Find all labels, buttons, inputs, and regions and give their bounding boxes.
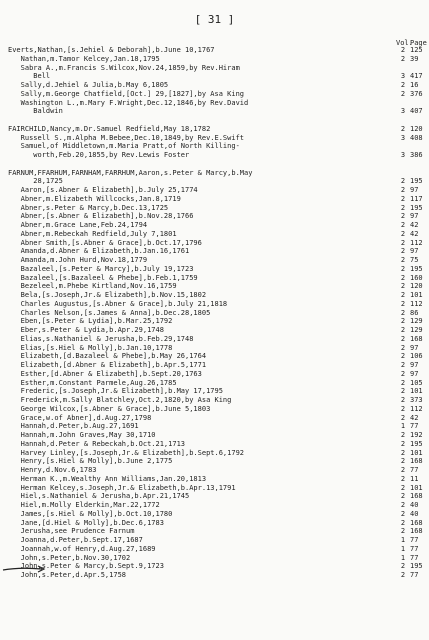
entry-page: 195 (410, 177, 423, 186)
entry-text: Bell (8, 72, 51, 81)
entry-page: 77 (410, 536, 419, 544)
entry-vol: 2 (400, 492, 406, 501)
entry-page: 168 (410, 492, 423, 501)
entry-vol: 2 (400, 229, 406, 238)
entry-vol: 2 (400, 89, 406, 98)
entry-vol: 2 (400, 343, 406, 352)
entry-vol: 2 (400, 221, 406, 229)
entry-text: Abner Smith,[s.Abner & Grace],b.Oct.17,1796 (8, 238, 202, 247)
entry-text: Hannah,m.John Graves,May 30,1710 (8, 431, 156, 439)
entry-page: 40 (410, 501, 419, 509)
entry-text: worth,Feb.20,1855,by Rev.Lewis Foster (8, 151, 190, 159)
entry-page: 386 (410, 151, 423, 159)
entry-row (0, 432, 429, 440)
entry-vol: 2 (400, 256, 406, 264)
entry-row (0, 406, 429, 414)
entry-page: 39 (410, 54, 419, 63)
entry-page: 112 (410, 404, 423, 413)
entry-vol: 3 (400, 107, 406, 116)
entry-text: Joanna,d.Peter,b.Sept.17,1687 (8, 536, 143, 544)
entry-text: Baldwin (8, 107, 63, 116)
entry-page: 42 (410, 221, 419, 229)
entry-vol: 2 (400, 46, 406, 54)
entry-text: Elizabeth,[d.Bazaleel & Phebe],b.May 26,1764 (8, 352, 207, 361)
entry-page: 106 (410, 352, 423, 361)
entry-vol: 2 (400, 378, 406, 387)
entry-row (0, 126, 429, 134)
entry-vol: 1 (400, 553, 406, 562)
entry-vol: 2 (400, 317, 406, 326)
entry-page: 168 (410, 518, 423, 527)
entry-row (0, 502, 429, 510)
entry-page: 125 (410, 46, 423, 54)
entry-row (0, 231, 429, 239)
entry-row (0, 222, 429, 230)
entry-text: Herman Kelcey,s.Joseph,Jr.& Elizabeth,b.Apr.13,1791 (8, 483, 236, 492)
entry-vol: 2 (400, 571, 406, 579)
entry-text: James,[s.Hiel & Molly],b.Oct.10,1780 (8, 509, 173, 518)
entry-vol: 2 (400, 81, 406, 89)
entry-row (0, 170, 429, 178)
entry-page: 77 (410, 553, 419, 562)
entry-page: 168 (410, 527, 423, 536)
entry-page: 160 (410, 273, 423, 282)
entry-text: Washington L.,m.Mary F.Wright,Dec.12,1846,by Rev.David (8, 98, 249, 107)
entry-text: 28,1725 (8, 177, 63, 186)
entry-page: 417 (410, 72, 423, 81)
entry-text: Elizabeth,[d.Abner & Elizabeth],b.Apr.5,1771 (8, 361, 207, 369)
entry-page: 97 (410, 186, 419, 194)
entry-vol: 2 (400, 334, 406, 343)
entry-row (0, 362, 429, 370)
entry-row (0, 47, 429, 55)
entry-row (0, 397, 429, 405)
entry-vol: 2 (400, 518, 406, 527)
entry-vol: 2 (400, 448, 406, 457)
entry-text: Abner,[s.Abner & Elizabeth],b.Nov.28,1766 (8, 212, 194, 221)
entry-row (0, 467, 429, 475)
entry-row (0, 65, 429, 73)
entry-text: Harvey Linley,[s.Joseph,Jr.& Elizabeth],b.Sept.6,1792 (8, 448, 245, 457)
entry-vol: 2 (400, 308, 406, 317)
entry-page: 40 (410, 509, 419, 518)
entry-vol: 2 (400, 457, 406, 466)
entry-row (0, 161, 429, 169)
entry-vol: 1 (400, 422, 406, 431)
entry-row (0, 511, 429, 519)
entry-text: Amanda,d.Abner & Elizabeth,b.Jan.16,1761 (8, 247, 190, 256)
entry-vol: 2 (400, 177, 406, 186)
entry-text: Abner,m.Elizabeth Willcocks,Jan.8,1719 (8, 194, 181, 203)
entry-text: Joannah,w.of Henry,d.Aug.27,1689 (8, 544, 156, 553)
entry-page: 129 (410, 326, 423, 334)
entry-vol: 2 (400, 238, 406, 247)
entry-row (0, 91, 429, 99)
entry-vol: 2 (400, 124, 406, 133)
entry-vol: 3 (400, 133, 406, 142)
entry-row (0, 82, 429, 90)
entry-page: 77 (410, 422, 419, 431)
entry-page: 97 (410, 361, 419, 369)
entry-page: 11 (410, 474, 419, 483)
entry-vol: 2 (400, 413, 406, 422)
entry-text: Sally,d.Jehiel & Julia,b.May 6,1805 (8, 81, 169, 89)
entry-text: Eber,s.Peter & Lydia,b.Apr.29,1748 (8, 326, 164, 334)
entry-text: Samuel,of Middletown,m.Maria Pratt,of North Killing- (8, 142, 240, 151)
entry-vol: 2 (400, 299, 406, 308)
entry-row (0, 537, 429, 545)
entry-vol: 2 (400, 247, 406, 256)
entry-vol: 2 (400, 562, 406, 571)
entry-vol: 1 (400, 544, 406, 553)
entry-page: 195 (410, 264, 423, 273)
entry-vol: 2 (400, 404, 406, 413)
entry-text: Bezeleel,m.Phebe Kirtland,Nov.16,1759 (8, 282, 177, 291)
entry-page: 101 (410, 448, 423, 457)
entry-vol: 2 (400, 282, 406, 291)
entry-page: 16 (410, 81, 419, 89)
entry-text: Abner,m.Grace Lane,Feb.24,1794 (8, 221, 148, 229)
entry-page: 120 (410, 124, 423, 133)
entry-page: 168 (410, 457, 423, 466)
entry-page: 97 (410, 343, 419, 352)
entry-page: 117 (410, 194, 423, 203)
entry-text: Sally,m.George Chatfield,[Oct.] 29,[1827],by Asa King (8, 89, 245, 98)
entry-text: Jane,[d.Hiel & Molly],b.Dec.6,1783 (8, 518, 164, 527)
entry-page: 105 (410, 378, 423, 387)
entry-text: Abner,s.Peter & Marcy,b.Dec.13,1725 (8, 203, 169, 212)
entry-text: Hiel,m.Molly Elderkin,Mar.22,1772 (8, 501, 160, 509)
entry-vol: 2 (400, 474, 406, 483)
entry-vol: 2 (400, 54, 406, 63)
entry-vol: 2 (400, 527, 406, 536)
entry-text: Elias,[s.Hiel & Molly],b.Jan.10,1778 (8, 343, 173, 352)
entry-vol: 2 (400, 369, 406, 378)
entry-vol: 2 (400, 291, 406, 299)
entry-row (0, 572, 429, 580)
entry-text: Russell S.,m.Alpha M.Bebee,Dec.10,1849,by Rev.E.Swift (8, 133, 245, 142)
entry-text: Hannah,d.Peter,b.Aug.27,1691 (8, 422, 139, 431)
entry-page: 86 (410, 308, 419, 317)
entry-vol: 2 (400, 186, 406, 194)
entry-vol: 2 (400, 483, 406, 492)
entry-vol: 2 (400, 273, 406, 282)
entry-row (0, 546, 429, 554)
entry-page: 376 (410, 89, 423, 98)
entry-text: Charles Augustus,[s.Abner & Grace],b.July 21,1818 (8, 299, 228, 308)
entry-text: Esther,m.Constant Parmele,Aug.26,1785 (8, 378, 177, 387)
entry-page: 192 (410, 431, 423, 439)
entry-page: 407 (410, 107, 423, 116)
entry-text: Nathan,m.Tamor Kelcey,Jan.18,1795 (8, 54, 160, 63)
entry-vol: 2 (400, 264, 406, 273)
entry-page: 129 (410, 317, 423, 326)
entry-page: 42 (410, 229, 419, 238)
entry-row (0, 292, 429, 300)
entry-text: Frederick,m.Sally Blatchley,Oct.2,1820,by Asa King (8, 396, 232, 404)
entry-page: 195 (410, 203, 423, 212)
entry-text: Aaron,[s.Abner & Elizabeth],b.July 25,1774 (8, 186, 198, 194)
entry-vol: 2 (400, 203, 406, 212)
entry-text: FARNUM,FFARHUM,FARNHAM,FARRHUM,Aaron,s.Peter & Marcy,b.May (8, 168, 253, 177)
entry-text: Bela,[s.Joseph,Jr.& Elizabeth],b.Nov.15,1802 (8, 291, 207, 299)
entry-page: 120 (410, 282, 423, 291)
entry-text: Grace,w.of Abner],d.Aug.27,1798 (8, 413, 152, 422)
entry-text: Amanda,m.John Hurd,Nov.18,1779 (8, 256, 148, 264)
entry-text: Henry,d.Nov.6,1783 (8, 466, 97, 474)
entry-row (0, 336, 429, 344)
entry-row (0, 441, 429, 449)
entry-text: John,s.Peter,d.Apr.5,1758 (8, 571, 127, 579)
entry-text: Eben,[s.Peter & Lydia],b.Mar.25,1792 (8, 317, 173, 326)
entry-text: Esther,[d.Abner & Elizabeth],b.Sept.20,1763 (8, 369, 202, 378)
entry-row (0, 152, 429, 160)
entry-page: 97 (410, 212, 419, 221)
entry-page: 97 (410, 247, 419, 256)
entry-text: Abner,m.Rebeckah Redfield,July 7,1801 (8, 229, 177, 238)
entry-page: 195 (410, 439, 423, 448)
entry-page: 77 (410, 571, 419, 579)
entry-text: Henry,[s.Hiel & Molly],b.June 2,1775 (8, 457, 173, 466)
entry-row (0, 117, 429, 125)
entry-text: Bazaleel,[s.Peter & Marcy],b.July 19,1723 (8, 264, 194, 273)
entry-page: 75 (410, 256, 419, 264)
entry-text: Hannah,d.Peter & Rebeckah,b.Oct.21,1713 (8, 439, 186, 448)
entry-text: Sabra A.,m.Francis S.Wilcox,Nov.24,1859,by Rev.Hiram (8, 63, 240, 72)
entry-text: Charles Nelson,[s.James & Anna],b.Dec.28,1805 (8, 308, 211, 317)
entry-page: 373 (410, 396, 423, 404)
entry-row (0, 108, 429, 116)
entry-text: Bazaleel,[s.Bazaleel & Phebe],b.Feb.1,1759 (8, 273, 198, 282)
entry-text: John,s.Peter & Marcy,b.Sept.9,1723 (8, 562, 164, 571)
entry-row (0, 266, 429, 274)
entry-vol: 2 (400, 439, 406, 448)
page-column-header: Page (410, 39, 427, 47)
entry-vol: 2 (400, 387, 406, 396)
entry-page: 112 (410, 238, 423, 247)
page-number: [ 31 ] (194, 13, 235, 26)
entry-vol: 2 (400, 466, 406, 474)
entry-page: 195 (410, 562, 423, 571)
entry-page: 101 (410, 387, 423, 396)
entry-row (0, 56, 429, 64)
entry-text: Hiel,s.Nathaniel & Jerusha,b.Apr.21,1745 (8, 492, 190, 501)
entry-text: Everts,Nathan,[s.Jehiel & Deborah],b.June 10,1767 (8, 46, 215, 54)
entry-vol: 2 (400, 212, 406, 221)
entry-row (0, 196, 429, 204)
entry-row (0, 257, 429, 265)
entry-row (0, 371, 429, 379)
entry-page: 168 (410, 334, 423, 343)
entry-text: Herman K.,m.Wealthy Ann Williams,Jan.20,1813 (8, 474, 207, 483)
entry-vol: 2 (400, 509, 406, 518)
entry-text: Elias,s.Nathaniel & Jerusha,b.Feb.29,1748 (8, 334, 194, 343)
entry-vol: 3 (400, 151, 406, 159)
entry-text: Jerusha,see Prudence Farnum (8, 527, 135, 536)
entry-row (0, 476, 429, 484)
entry-page: 77 (410, 466, 419, 474)
entry-page: 408 (410, 133, 423, 142)
entry-row (0, 100, 429, 108)
entry-vol: 3 (400, 72, 406, 81)
entry-page: 42 (410, 413, 419, 422)
entry-text: George Wilcox,[s.Abner & Grace],b.June 5,1803 (8, 404, 211, 413)
entry-page: 112 (410, 299, 423, 308)
entry-row (0, 327, 429, 335)
entry-vol: 2 (400, 361, 406, 369)
entry-text: John,s.Peter,b.Nov.30,1702 (8, 553, 131, 562)
entry-vol: 1 (400, 536, 406, 544)
entry-vol: 2 (400, 352, 406, 361)
entry-page: 101 (410, 291, 423, 299)
entry-page: 77 (410, 544, 419, 553)
entry-vol: 2 (400, 326, 406, 334)
entry-text: FAIRCHILD,Nancy,m.Dr.Samuel Redfield,May 18,1782 (8, 124, 211, 133)
entry-vol: 2 (400, 396, 406, 404)
entry-page: 101 (410, 483, 423, 492)
entry-vol: 2 (400, 194, 406, 203)
vol-column-header: Vol. (396, 39, 413, 47)
entry-text: Frederic,[s.Joseph,Jr.& Elizabeth],b.May 17,1795 (8, 387, 223, 396)
entry-row (0, 187, 429, 195)
arrow-pointer (2, 564, 46, 574)
entry-vol: 2 (400, 501, 406, 509)
entry-row (0, 301, 429, 309)
entry-page: 97 (410, 369, 419, 378)
entry-vol: 2 (400, 431, 406, 439)
